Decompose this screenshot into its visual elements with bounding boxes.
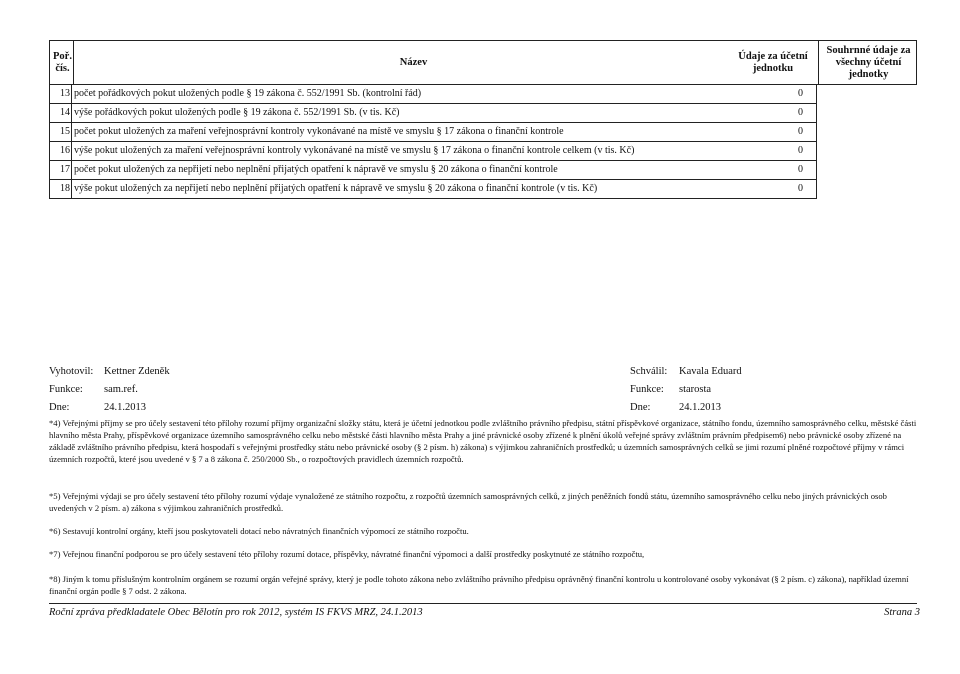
approved-function-label: Funkce: <box>630 384 664 395</box>
header-total: Souhrnné údaje za všechny účetní jednotky <box>818 41 918 84</box>
row-number: 13 <box>60 88 70 99</box>
footnote-6: *6) Sestavují kontrolní orgány, kteří jsou poskytovateli dotací nebo návratných finančních výpomocí ze státního rozpočtu. <box>49 526 469 536</box>
row-value: 0 <box>798 126 803 137</box>
approved-date-label: Dne: <box>630 402 651 413</box>
footer-page-number: Strana 3 <box>884 607 920 618</box>
table-row <box>49 180 817 199</box>
prepared-function-value: sam.ref. <box>104 384 138 395</box>
approved-by-label: Schválil: <box>630 366 668 377</box>
row-text: výše pořádkových pokut uložených podle § 19 zákona č. 552/1991 Sb. (v tis. Kč) <box>74 107 400 118</box>
row-value: 0 <box>798 107 803 118</box>
row-value: 0 <box>798 88 803 99</box>
table-row <box>49 161 817 180</box>
approved-function-value: starosta <box>679 384 712 395</box>
prepared-by-value: Kettner Zdeněk <box>104 366 170 377</box>
footer-divider <box>49 603 917 604</box>
row-value: 0 <box>798 164 803 175</box>
table-row <box>49 104 817 123</box>
row-value: 0 <box>798 145 803 156</box>
footnote-5: *5) Veřejnými výdaji se pro účely sestavení této přílohy rozumí výdaje vynaložené ze státního rozpočtu, z rozpočtů územních samosprávných celků, z jiných peněžních fondů státu, územního samosprávného celku nebo jiných právnických osob uvedených v 2 písm. a) zákona s výjimkou zahraničních prostředků. <box>49 491 887 513</box>
footer-report-title: Roční zpráva předkladatele Obec Bělotín pro rok 2012, systém IS FKVS MRZ, 24.1.2013 <box>49 607 423 618</box>
approved-date-value: 24.1.2013 <box>679 402 721 413</box>
header-unit: Údaje za účetní jednotku <box>738 50 808 74</box>
prepared-by-label: Vyhotovil: <box>49 366 94 377</box>
prepared-date-value: 24.1.2013 <box>104 402 146 413</box>
footnote-4: *4) Veřejnými příjmy se pro účely sestavení této přílohy rozumí příjmy organizační složky státu, která je účetní jednotkou podle zvláštního právního předpisu, státní příspěvkové organizace, státního fondu, územního samosprávného celku, městské části hlavního města Prahy, příspěvkové organizace územního samosprávného celku nebo městské části hlavního města Prahy a jiné právnické osoby zřízené k plnění úkolů veřejné správy zvláštním právním předpisem6) nebo právnické osoby zřízené na základě zvláštního právního předpisu, která hospodaří s veřejnými prostředky státu nebo právnické osoby (§ 2 písm. h) zákona) s výjimkou zahraničních prostředků; u územních samosprávných celků se jimi rozumí plněné rozpočtové příjmy v rámci územních rozpočtů, které jsou uvedené v § 7 a 8 zákona č. 250/2000 Sb., o rozpočtových pravidlech územních rozpočtů. <box>49 418 917 464</box>
header-number: Poř. čís. <box>50 41 74 84</box>
approved-by-value: Kavala Eduard <box>679 366 742 377</box>
table-header <box>49 40 917 85</box>
row-number: 16 <box>60 145 70 156</box>
table-row <box>49 85 817 104</box>
row-number: 14 <box>60 107 70 118</box>
row-text: počet pokut uložených za nepřijetí nebo neplnění přijatých opatření k nápravě ve smyslu § 20 zákona o finanční kontrole <box>74 164 558 175</box>
footnote-7: *7) Veřejnou finanční podporou se pro účely sestavení této přílohy rozumí dotace, příspěvky, návratné finanční výpomoci a další prostředky poskytnuté ze státního rozpočtu, <box>49 549 645 559</box>
row-text: výše pokut uložených za nepřijetí nebo neplnění přijatých opatření k nápravě ve smyslu § 20 zákona o finanční kontrole (v tis. Kč) <box>74 183 598 194</box>
row-text: výše pokut uložených za maření veřejnosprávní kontroly vykonávané na místě ve smyslu § 17 zákona o finanční kontrole celkem (v tis. Kč) <box>74 145 635 156</box>
header-name: Název <box>399 56 428 68</box>
row-number: 15 <box>60 126 70 137</box>
prepared-date-label: Dne: <box>49 402 70 413</box>
footnote-8: *8) Jiným k tomu příslušným kontrolním orgánem se rozumí orgán veřejné správy, který je podle tohoto zákona nebo zvláštního právního předpisu oprávněný finanční kontrolu u kontrolované osoby vykonávat (§ 2 písm. c) zákona), například územní finanční orgán podle § 7 odst. 2 zákona. <box>49 574 909 596</box>
row-number: 17 <box>60 164 70 175</box>
table-row <box>49 123 817 142</box>
row-text: počet pořádkových pokut uložených podle § 19 zákona č. 552/1991 Sb. (kontrolní řád) <box>74 88 422 99</box>
table-row <box>49 142 817 161</box>
row-text: počet pokut uložených za maření veřejnosprávní kontroly vykonávané na místě ve smyslu § 17 zákona o finanční kontrole <box>74 126 564 137</box>
row-number: 18 <box>60 183 70 194</box>
row-value: 0 <box>798 183 803 194</box>
prepared-function-label: Funkce: <box>49 384 83 395</box>
